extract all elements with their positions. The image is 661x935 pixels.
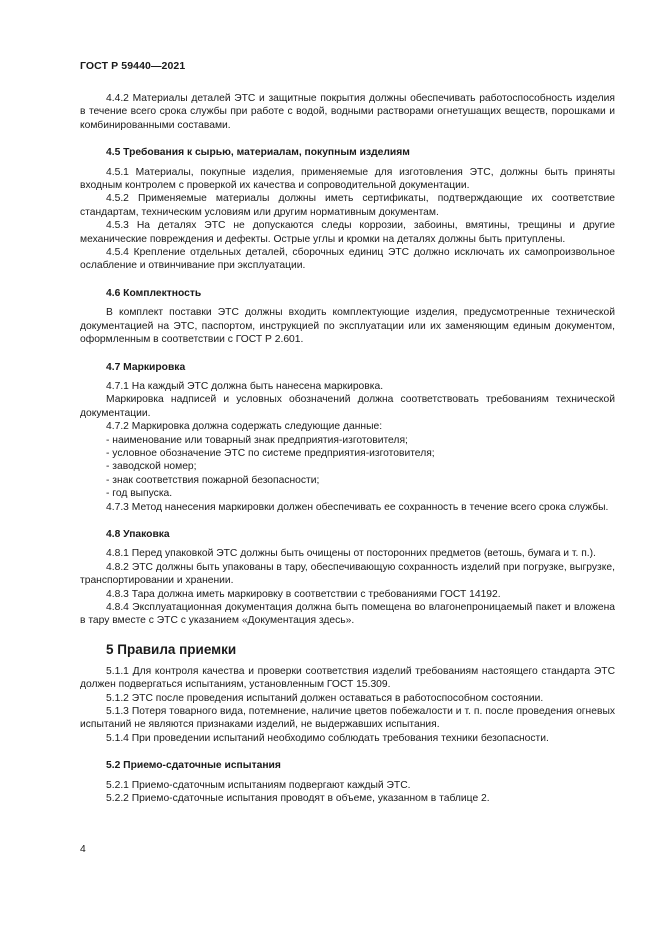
paragraph: 4.5.2 Применяемые материалы должны иметь сертификаты, подтверждающие их соответствие стандартам, техническим условиям или другим нормативным документам. xyxy=(80,193,615,218)
section-heading: 4.8 Упаковка xyxy=(106,528,170,540)
paragraph: 4.8.1 Перед упаковкой ЭТС должны быть очищены от посторонних предметов (ветошь, бумага и т. п.). xyxy=(106,548,596,560)
document-body xyxy=(80,92,615,805)
paragraph: 4.5.1 Материалы, покупные изделия, применяемые для изготовления ЭТС, должны быть приняты входным контролем с проверкой их качества и сопроводительной документации. xyxy=(80,166,615,192)
paragraph: 4.7.1 На каждый ЭТС должна быть нанесена маркировка. xyxy=(106,380,384,392)
paragraph: 5.2.1 Приемо-сдаточным испытаниям подвергают каждый ЭТС. xyxy=(106,779,411,791)
paragraph: Маркировка надписей и условных обозначений должна соответствовать требованиям технической документации. xyxy=(80,394,615,419)
section-heading: 4.7 Маркировка xyxy=(106,361,186,373)
paragraph: 4.8.3 Тара должна иметь маркировку в соответствии с требованиями ГОСТ 14192. xyxy=(106,588,501,600)
paragraph: 4.5.4 Крепление отдельных деталей, сборочных единиц ЭТС должно исключать их самопроизвольное ослабление и отвинчивание при эксплуатации. xyxy=(80,247,615,272)
paragraph: 5.1.1 Для контроля качества и проверки соответствия изделий требованиям настоящего стандарта ЭТС должен подвергаться испытаниям, установленным ГОСТ 15.309. xyxy=(80,665,615,691)
page-header-doc-id: ГОСТ Р 59440—2021 xyxy=(80,60,186,72)
paragraph: 4.4.2 Материалы деталей ЭТС и защитные покрытия должны обеспечивать работоспособность изделия в течение всего срока службы при работе с водой, водными растворами огнетушащих веществ, порошками и комбинированными составами. xyxy=(80,93,615,131)
paragraph: 5.1.3 Потеря товарного вида, потемнение, наличие цветов побежалости и т. п. после проведения огневых испытаний не являются признаками изделий, не выдержавших испытания. xyxy=(80,706,615,731)
list-item: - знак соответствия пожарной безопасности; xyxy=(106,474,320,486)
paragraph: 5.1.2 ЭТС после проведения испытаний должен оставаться в работоспособном состоянии. xyxy=(106,692,544,704)
paragraph: 4.7.3 Метод нанесения маркировки должен обеспечивать ее сохранность в течение всего срока службы. xyxy=(106,501,609,513)
section-heading: 4.6 Комплектность xyxy=(106,287,202,299)
section-heading: 4.5 Требования к сырью, материалам, покупным изделиям xyxy=(106,147,410,159)
paragraph: 4.5.3 На деталях ЭТС не допускаются следы коррозии, забоины, вмятины, трещины и другие механические повреждения и дефекты. Острые углы и кромки на деталях должны быть притуплены. xyxy=(80,220,615,245)
paragraph: 5.1.4 При проведении испытаний необходимо соблюдать требования техники безопасности. xyxy=(106,732,549,744)
section-heading: 5.2 Приемо-сдаточные испытания xyxy=(106,760,281,772)
list-item: - условное обозначение ЭТС по системе предприятия-изготовителя; xyxy=(106,447,435,459)
chapter-heading: 5 Правила приемки xyxy=(106,641,237,657)
list-item: - наименование или товарный знак предприятия-изготовителя; xyxy=(106,434,408,446)
list-item: - год выпуска. xyxy=(106,488,173,500)
paragraph: В комплект поставки ЭТС должны входить комплектующие изделия, предусмотренные технической документацией на ЭТС, паспортом, инструкцией по эксплуатации или их заменяющим единым документом, оформленным в соответствии с ГОСТ Р 2.601. xyxy=(80,307,615,346)
paragraph: 4.8.2 ЭТС должны быть упакованы в тару, обеспечивающую сохранность изделий при погрузке, выгрузке, транспортировании и хранении. xyxy=(80,561,615,587)
list-item: - заводской номер; xyxy=(106,461,197,473)
page-number: 4 xyxy=(80,844,86,855)
paragraph: 4.7.2 Маркировка должна содержать следующие данные: xyxy=(106,421,383,433)
paragraph: 4.8.4 Эксплуатационная документация должна быть помещена во влагонепроницаемый пакет и вложена в тару вместе с ЭТС с указанием «Документация здесь». xyxy=(80,602,615,627)
paragraph: 5.2.2 Приемо-сдаточные испытания проводят в объеме, указанном в таблице 2. xyxy=(106,793,490,805)
